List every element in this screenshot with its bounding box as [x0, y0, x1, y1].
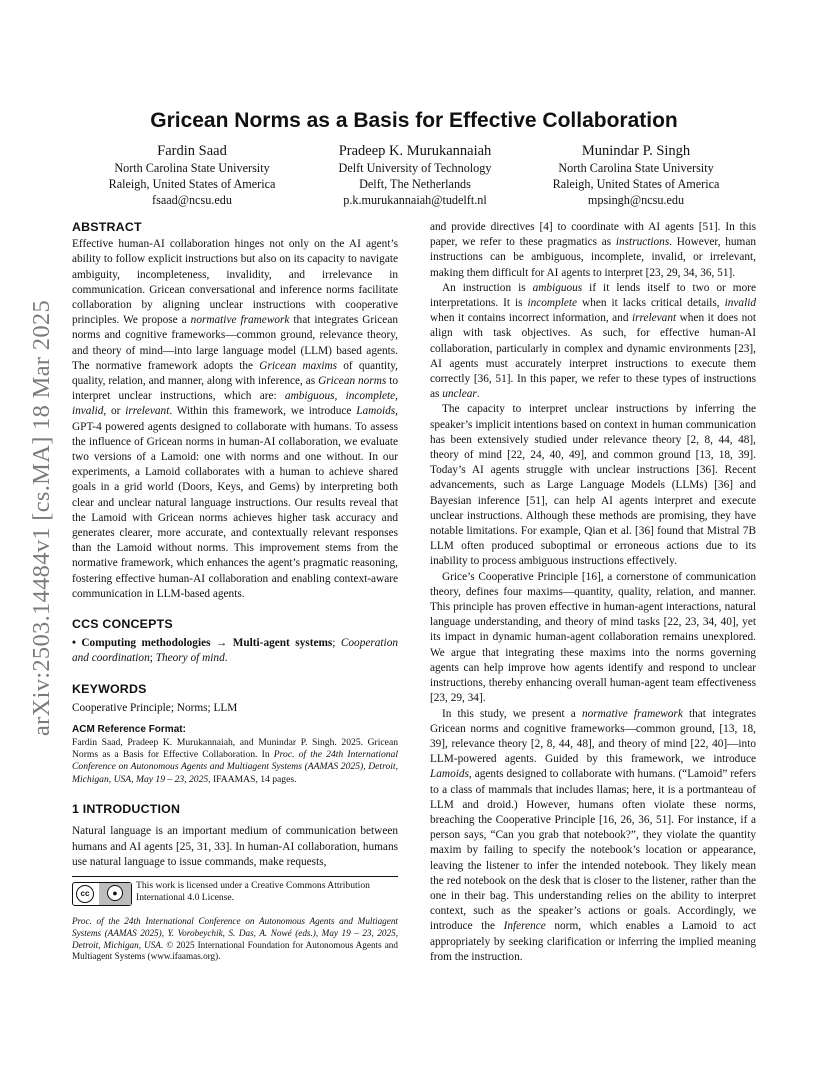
right-column [430, 220, 756, 965]
left-column [72, 220, 398, 870]
attribution-person-icon: ● [107, 885, 123, 901]
body-paragraph-3: The capacity to interpret unclear instructions by inferring the speaker’s implicit intentions based on context in human communication has been extensively studied under relevance theory [2, 8, 44, 48], theory of mind [22, 24, 40, 49], and common ground [13, 18, 39]. Today’s AI agents struggle with unclear instructions [36]. Recent advancements, such as Large Language Models (LLMs) [36] and Bayesian inference [51], can help AI agents interpret and execute unclear instructions. Although these methods are promising, they have notable limitations. For example, Qian et al. [36] found that Mistral 7B LLM often produced suboptimal or erroneous actions due to its inability to process ambiguous instructions effectively. [430, 403, 756, 568]
author-affiliation: North Carolina State University [114, 161, 270, 175]
author-email: fsaad@ncsu.edu [152, 193, 232, 207]
acm-reference [72, 724, 398, 786]
ccs-heading: CCS CONCEPTS [72, 617, 173, 632]
arxiv-stamp-text: arXiv:2503.14484v1 [cs.MA] 18 Mar 2025 [28, 299, 55, 737]
author-affiliation: Delft University of Technology [338, 161, 492, 175]
creative-commons-badge-icon [72, 882, 132, 906]
keywords-heading: KEYWORDS [72, 681, 147, 696]
author-1 [67, 142, 317, 208]
arxiv-identifier-stamp [22, 275, 62, 761]
acm-reference-heading: ACM Reference Format: [72, 724, 186, 736]
license-block [72, 880, 398, 910]
author-location: Delft, The Netherlands [359, 177, 471, 191]
paper-title: Gricean Norms as a Basis for Effective Collaboration [150, 109, 678, 132]
intro-paragraph-1: Natural language is an important medium of communication between humans and AI agents [25, 31, 33]. In human-AI collaboration, humans use natural language to issue commands, make requests, [72, 825, 398, 868]
footnote-rule [72, 876, 398, 877]
body-paragraph-5: In this study, we present a normative framework that integrates Gricean norms and cognitive frameworks—common ground, [13, 18, 39], relevance theory [2, 8, 44, 48], and theory of mind [22, 40]—into LLM-powered agents. Guided by this framework, we introduce Lamoids, agents designed to collaborate with humans. (“Lamoid” refers to a class of mammals that includes llamas; here, it is a portmanteau of LLM and droid.) However, humans often violate these norms, breaching the Cooperative Principle [16, 26, 36, 51]. For instance, if a person says, “Can you grab that notebook?”, they violate the quantity maxim by failing to specify the notebook’s location or appearance, leaving the listener to infer the intended notebook. They likely mean the red notebook on the desk that is closer to the listener, rather than the one in their bag. This understanding relies on the ability to interpret context, such as the speaker’s actions or goals. Accordingly, we introduce the Inference norm, which enables a Lamoid to act appropriately by seeking clarification or inferring the implied meaning from the instruction. [430, 707, 756, 963]
author-name: Fardin Saad [157, 143, 227, 159]
conference-footnote: Proc. of the 24th International Conference on Autonomous Agents and Multiagent Systems (AAMAS 2025), Y. Vorobeychik, S. Das, A. Nowé (eds.), May 19 – 23, 2025, Detroit, Michigan, USA. © 2025 International Foundation for Autonomous Agents and Multiagent Systems (www.ifaamas.org). [72, 916, 398, 962]
introduction-heading: 1 INTRODUCTION [72, 802, 181, 817]
acm-reference-text: Fardin Saad, Pradeep K. Murukannaiah, and Munindar P. Singh. 2025. Gricean Norms as a Basis for Effective Collaboration. In Proc. of the 24th International Conference on Autonomous Agents and Multiagent Systems (AAMAS 2025), Detroit, Michigan, USA, May 19 – 23, 2025, IFAAMAS, 14 pages. [72, 736, 398, 785]
abstract-heading: ABSTRACT [72, 220, 142, 234]
body-paragraph-4: Grice’s Cooperative Principle [16], a cornerstone of communication theory, defines four maxims—quantity, quality, relation, and manner. This principle has proven effective in human-agent interactions, natural language understanding, and theory of mind tasks [22, 23, 34, 40], yet its impact in dynamic human-agent collaboration remains unexplored. We argue that integrating these maxims into the norms governing agents can help improve how agents identify and respond to unclear instructions, thereby enhancing overall human-agent team effectiveness [23, 29, 34]. [430, 570, 756, 705]
author-location: Raleigh, United States of America [108, 177, 276, 191]
author-name: Pradeep K. Murukannaiah [338, 143, 492, 159]
author-location: Raleigh, United States of America [552, 177, 720, 191]
body-paragraph-1: and provide directives [4] to coordinate with AI agents [51]. In this paper, we refer to these pragmatics as instructions. However, human instructions can be ambiguous, incomplete, invalid, or irrelevant, making them difficult for AI agents to interpret [23, 29, 34, 36, 51]. [430, 221, 756, 279]
abstract-text: Effective human-AI collaboration hinges not only on the AI agent’s ability to follow explicit instructions but also on its capacity to navigate ambiguity, incompleteness, invalidity, and irrelevance in communication. Gricean conversational and inference norms facilitate collaboration by aligning unclear instructions with cooperative principles. We propose a normative framework that integrates Gricean norms and cognitive frameworks—common ground, relevance theory, and theory of mind—into large language model (LLM) based agents. The normative framework adopts the Gricean maxims of quantity, quality, relation, and manner, along with inference, as Gricean norms to interpret unclear instructions, which are: ambiguous, incomplete, invalid, or irrelevant. Within this framework, we introduce Lamoids, GPT-4 powered agents designed to collaborate with humans. To assess the influence of Gricean norms in human-AI collaboration, we evaluate two versions of a Lamoid: one with norms and one without. In our experiments, a Lamoid collaborates with a human to achieve shared goals in a grid world (Doors, Keys, and Gems) by interpreting both clear and unclear natural language instructions. Our results reveal that the Lamoid with Gricean norms achieves higher task accuracy and generates clearer, more accurate, and contextually relevant responses than the Lamoid without norms. This improvement stems from the normative framework, which enhances the agent’s pragmatic reasoning, fostering effective human-AI collaboration and enabling context-aware communication in LLM-based agents. [72, 238, 398, 600]
license-text: This work is licensed under a Creative Commons Attribution International 4.0 License. [136, 880, 370, 904]
ccs-text: • Computing methodologies → Multi-agent systems; Cooperation and coordination; Theory of mind. [72, 637, 398, 665]
author-email: mpsingh@ncsu.edu [587, 193, 685, 207]
author-3 [511, 142, 761, 208]
author-affiliation: North Carolina State University [558, 161, 714, 175]
author-2 [290, 142, 540, 208]
body-paragraph-2: An instruction is ambiguous if it lends itself to two or more interpretations. It is incomplete when it lacks critical details, invalid when it contains incorrect information, and irrelevant when it does not align with task objectives. As such, for effective human-AI collaboration, particularly in complex and dynamic environments [23], AI agents must accurately interpret instructions to execute them correctly [36, 51]. In this paper, we refer to these types of instructions as unclear. [430, 281, 757, 401]
author-email: p.k.murukannaiah@tudelft.nl [343, 193, 487, 207]
cc-icon: cc [76, 885, 94, 903]
keywords-text: Cooperative Principle; Norms; LLM [72, 701, 238, 714]
author-name: Munindar P. Singh [581, 143, 691, 159]
